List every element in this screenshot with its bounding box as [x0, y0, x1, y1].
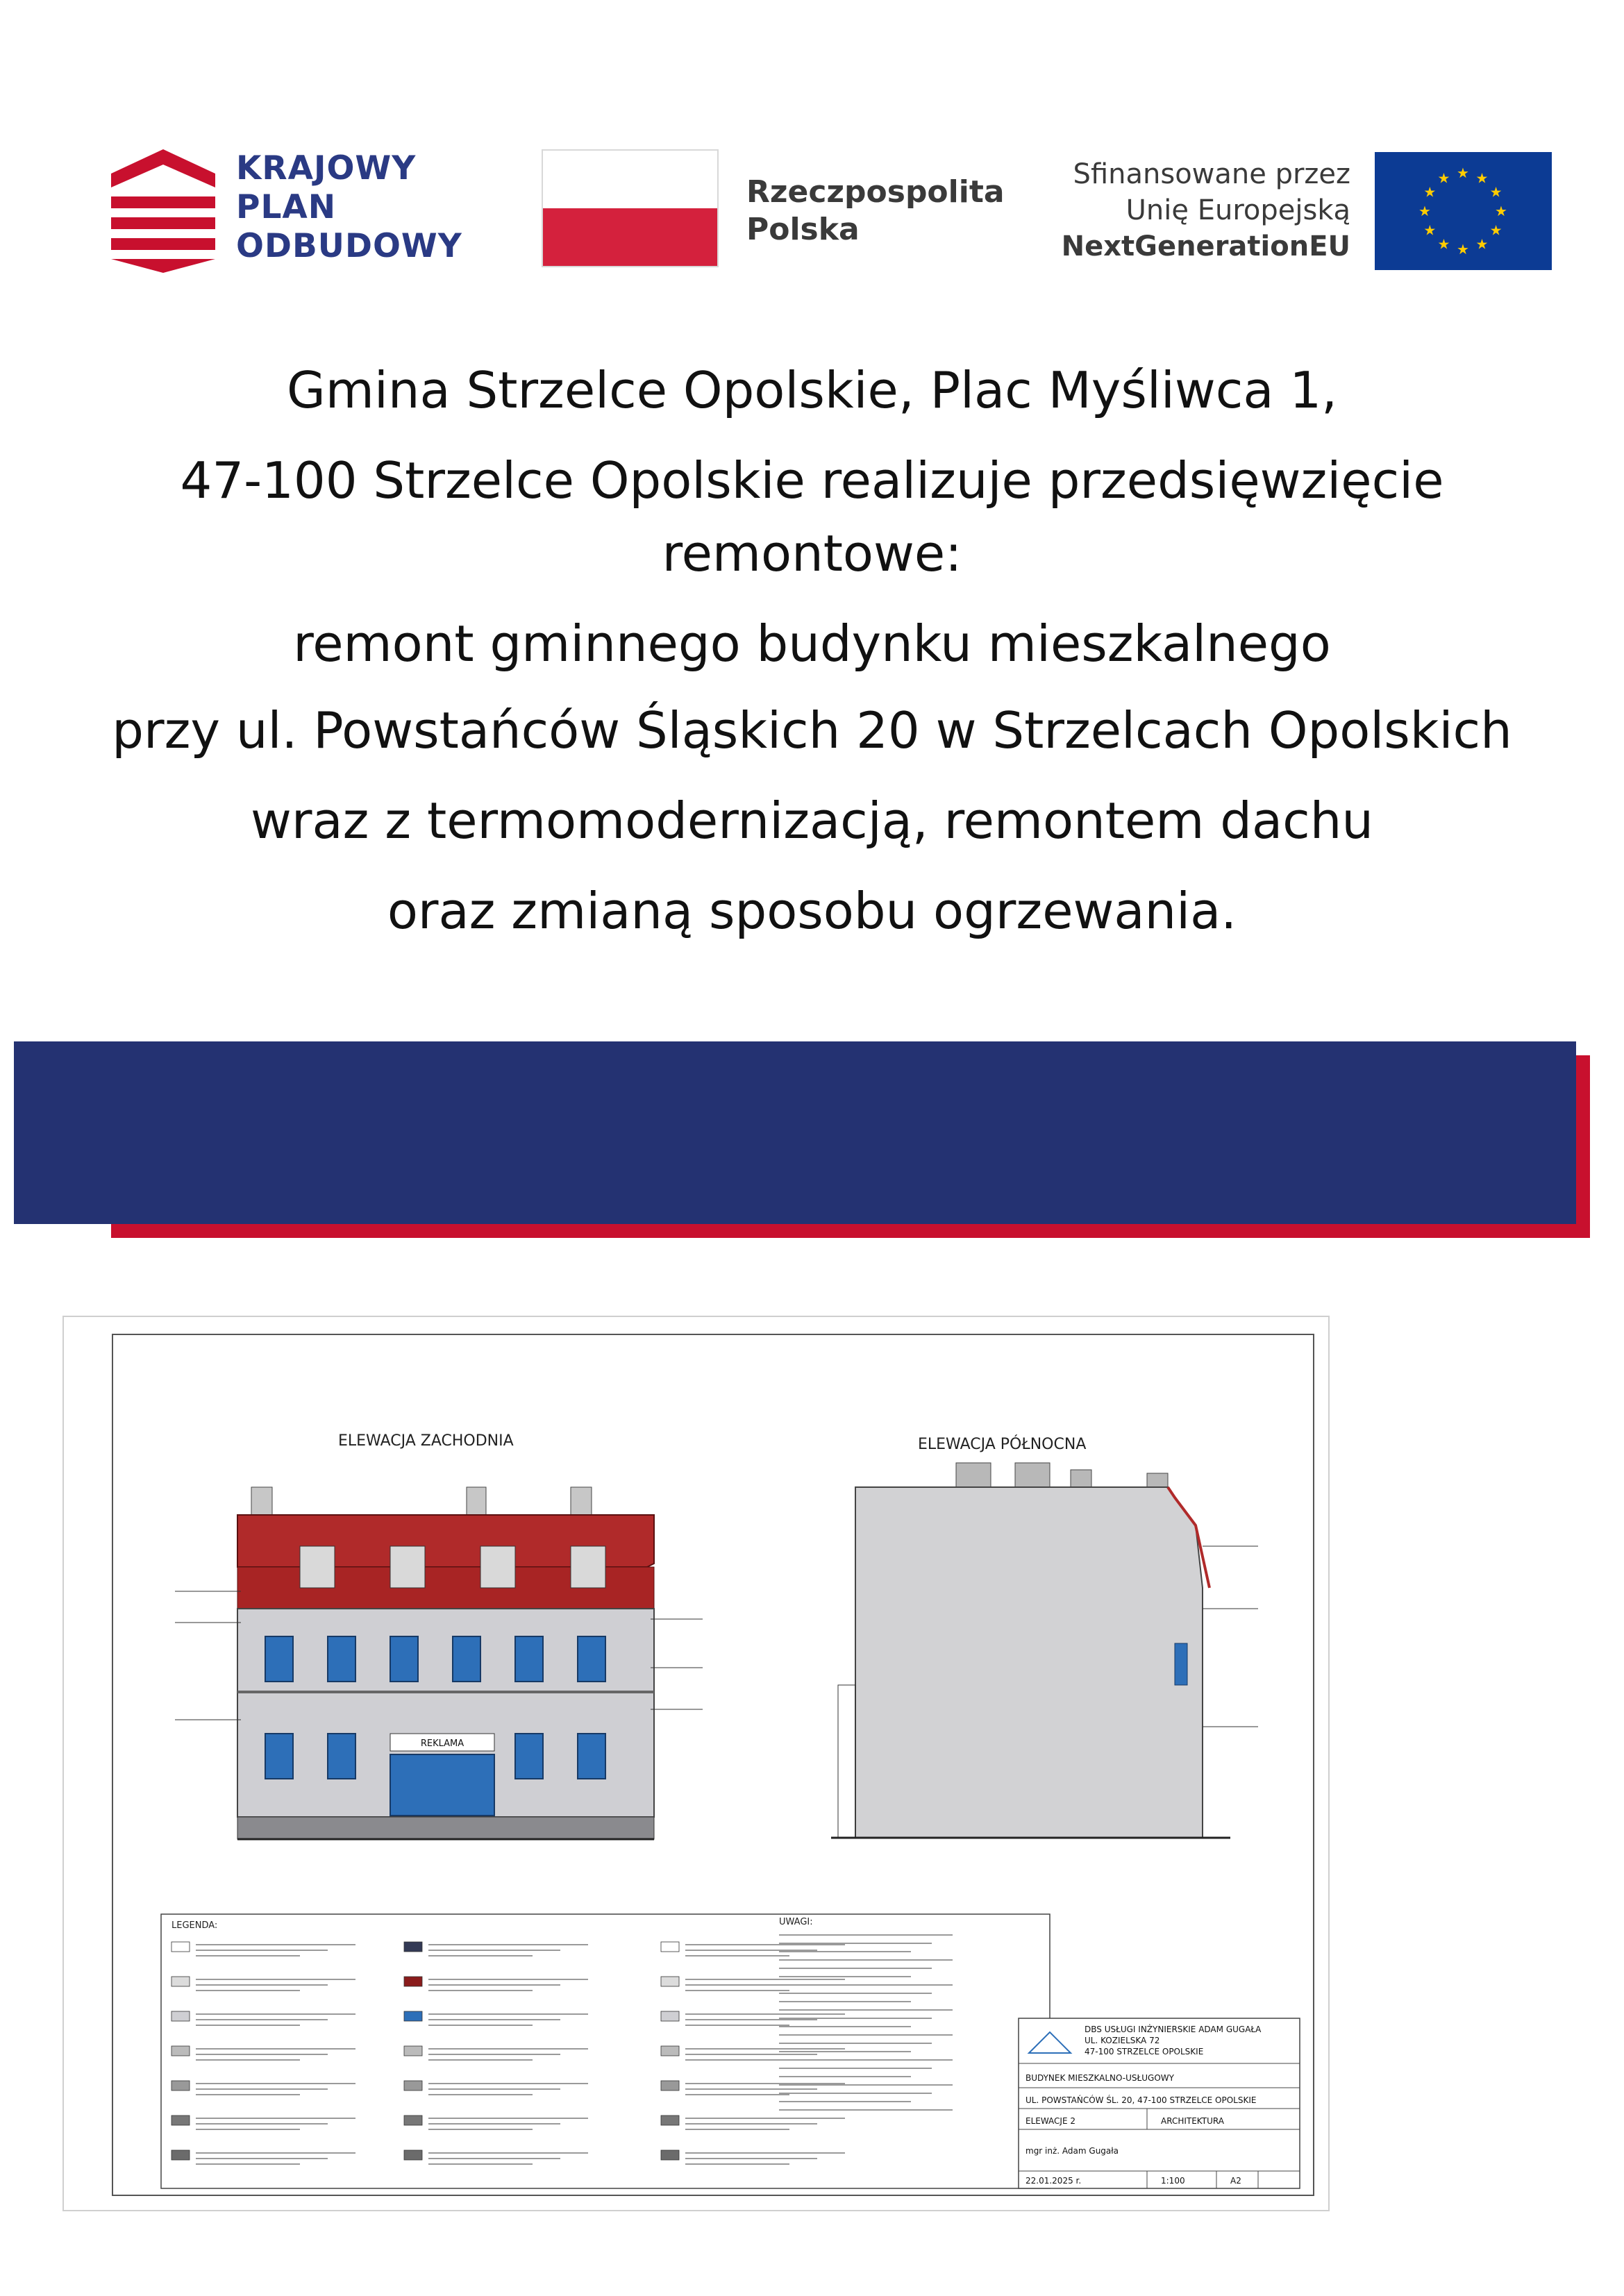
west-elevation-title: ELEWACJA ZACHODNIA	[338, 1432, 514, 1450]
announcement-line-6: wraz z termomodernizacją, remontem dachu	[251, 791, 1373, 850]
kpo-emblem-icon	[104, 149, 222, 274]
shop-sign-text: REKLAMA	[420, 1738, 464, 1749]
designer: mgr inż. Adam Gugała	[1026, 2146, 1119, 2156]
legend-swatch	[404, 2011, 422, 2021]
legend-swatch	[404, 1977, 422, 1986]
legend-swatch	[404, 2115, 422, 2125]
legend-rows	[171, 1935, 953, 2164]
legend-swatch	[171, 2011, 190, 2021]
drawing-svg	[64, 1317, 1331, 2213]
eu-star-icon: ★	[1437, 235, 1450, 253]
announcement-line-7: oraz zmianą sposobu ogrzewania.	[387, 882, 1237, 940]
eu-logo	[1052, 149, 1552, 271]
west-elevation	[237, 1487, 654, 1839]
eu-star-icon: ★	[1489, 221, 1502, 239]
north-elevation	[831, 1463, 1230, 1838]
legend-swatch	[404, 1942, 422, 1952]
legend-swatch	[404, 2150, 422, 2160]
branch: ARCHITEKTURA	[1161, 2116, 1224, 2126]
legend-swatch	[661, 2081, 679, 2090]
rp-logo	[542, 149, 1005, 271]
legend-swatch	[661, 2046, 679, 2056]
legend-swatch	[171, 1942, 190, 1952]
legend-swatch	[404, 2081, 422, 2090]
architectural-drawing	[62, 1316, 1330, 2211]
north-elevation-title: ELEWACJA PÓŁNOCNA	[918, 1436, 1087, 1453]
rp-line-2: Polska	[746, 212, 860, 247]
eu-star-icon: ★	[1489, 183, 1502, 201]
announcement-line-5: przy ul. Powstańców Śląskich 20 w Strzelcach Opolskich	[112, 701, 1512, 760]
eu-star-icon: ★	[1475, 169, 1489, 187]
kpo-line-3: ODBUDOWY	[236, 227, 462, 265]
legend-swatch	[171, 2115, 190, 2125]
rp-line-1: Rzeczpospolita	[746, 174, 1005, 210]
rp-logo-text	[746, 174, 1005, 249]
company-line-2: UL. KOZIELSKA 72	[1085, 2036, 1160, 2045]
title-block	[1019, 2018, 1300, 2188]
announcement-line-1: Gmina Strzelce Opolskie, Plac Myśliwca 1,	[286, 361, 1338, 419]
legend-swatch	[171, 2081, 190, 2090]
banner-navy	[14, 1041, 1576, 1224]
eu-star-icon: ★	[1423, 183, 1437, 201]
announcement-line-4: remont gminnego budynku mieszkalnego	[293, 614, 1331, 673]
eu-line-1: Sfinansowane przez	[1073, 158, 1350, 190]
kpo-line-1: KRAJOWY	[236, 149, 417, 187]
eu-star-icon: ★	[1437, 169, 1450, 187]
eu-star-icon: ★	[1423, 221, 1437, 239]
eu-line-2: Unię Europejską	[1125, 194, 1350, 226]
legend-swatch	[661, 1977, 679, 1986]
legend-swatch	[171, 2150, 190, 2160]
eu-line-3: NextGenerationEU	[1061, 231, 1350, 262]
company-line-3: 47-100 STRZELCE OPOLSKIE	[1085, 2047, 1204, 2056]
kpo-line-2: PLAN	[236, 188, 337, 226]
legend-swatch	[661, 2115, 679, 2125]
eu-star-icon: ★	[1457, 165, 1469, 181]
eu-star-icon: ★	[1418, 203, 1431, 219]
legend-swatch	[661, 2150, 679, 2160]
drawing-date: 22.01.2025 r.	[1026, 2176, 1082, 2186]
kpo-logo-text	[236, 149, 462, 266]
legend-swatch	[404, 2046, 422, 2056]
kpo-logo	[104, 149, 493, 274]
drawing-scale: 1:100	[1161, 2176, 1185, 2186]
legend-title: LEGENDA:	[171, 1920, 218, 1931]
legend-swatch	[661, 2011, 679, 2021]
object-name: BUDYNEK MIESZKALNO-USŁUGOWY	[1026, 2073, 1174, 2083]
eu-flag-icon	[1375, 152, 1552, 270]
drawing-format: A2	[1230, 2176, 1241, 2186]
company-line-1: DBS USŁUGI INŻYNIERSKIE ADAM GUGAŁA	[1085, 2025, 1262, 2034]
uwagi-title: UWAGI:	[779, 1917, 813, 1927]
legend-swatch	[171, 2046, 190, 2056]
eu-logo-text	[1062, 156, 1350, 265]
sheet-name: ELEWACJE 2	[1026, 2116, 1076, 2126]
legend-swatch	[661, 1942, 679, 1952]
polish-flag-icon	[542, 149, 719, 267]
announcement-line-3: remontowe:	[662, 524, 962, 583]
eu-star-icon: ★	[1475, 235, 1489, 253]
object-address: UL. POWSTAŃCÓW ŚL. 20, 47-100 STRZELCE OPOLSKIE	[1026, 2095, 1257, 2105]
announcement-line-2: 47-100 Strzelce Opolskie realizuje przedsięwzięcie	[180, 451, 1444, 510]
eu-star-icon: ★	[1495, 203, 1507, 219]
legend-swatch	[171, 1977, 190, 1986]
eu-star-icon: ★	[1457, 241, 1469, 258]
